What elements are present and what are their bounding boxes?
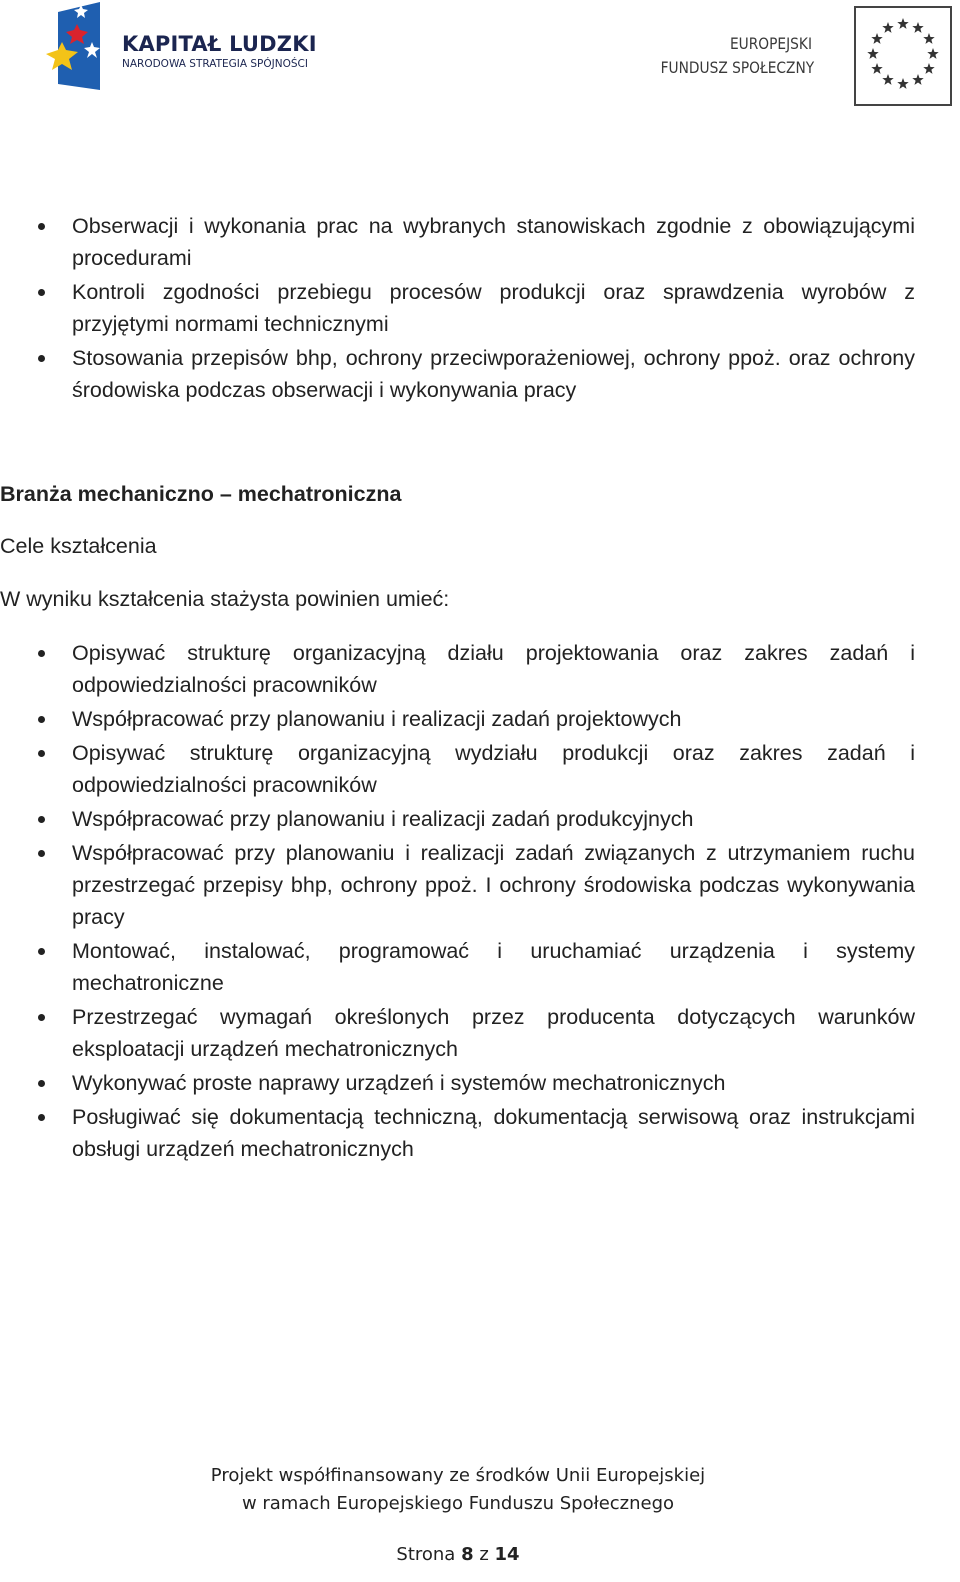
page-prefix: Strona	[396, 1544, 456, 1565]
kapital-ludzki-logo	[44, 2, 334, 94]
page-current: 8	[461, 1544, 474, 1565]
eu-star-icon	[871, 33, 882, 44]
eu-star-icon	[871, 63, 882, 74]
skills-bullet-list	[0, 637, 960, 1167]
page-number	[0, 1544, 916, 1565]
page-separator: z	[479, 1544, 489, 1565]
bullet-icon	[38, 1014, 45, 1021]
list-item-text: Stosowania przepisów bhp, ochrony przeciwporażeniowej, ochrony ppoż. oraz ochrony środowiska podczas obserwacji i wykonywania pracy	[72, 346, 915, 402]
list-item	[0, 837, 915, 933]
eu-star-icon	[897, 78, 908, 89]
list-item-text: Montować, instalować, programować i uruchamiać urządzenia i systemy mechatroniczne	[72, 939, 915, 995]
list-item	[0, 803, 915, 835]
eu-star-icon	[923, 33, 934, 44]
list-item-text: Współpracować przy planowaniu i realizacji zadań związanych z utrzymaniem ruchu przestrzegać przepisy bhp, ochrony ppoż. I ochrony środowiska podczas wykonywania pracy	[72, 841, 915, 929]
efs-line-2: FUNDUSZ SPOŁECZNY	[660, 58, 815, 77]
list-item	[0, 276, 915, 340]
list-item-text: Współpracować przy planowaniu i realizacji zadań produkcyjnych	[72, 807, 694, 831]
footer-line-2: w ramach Europejskiego Funduszu Społecznego	[241, 1493, 675, 1514]
list-item-text: Kontroli zgodności przebiegu procesów produkcji oraz sprawdzenia wyrobów z przyjętymi normami technicznymi	[72, 280, 915, 336]
list-item	[0, 342, 915, 406]
goals-label: Cele kształcenia	[0, 534, 157, 558]
bullet-icon	[38, 850, 45, 857]
bullet-icon	[38, 355, 45, 362]
eu-star-icon	[897, 18, 908, 29]
intro-paragraph: W wyniku kształcenia stażysta powinien umieć:	[0, 587, 450, 611]
list-item	[0, 1001, 915, 1065]
list-item-text: Przestrzegać wymagań określonych przez producenta dotyczących warunków eksploatacji urządzeń mechatronicznych	[72, 1005, 915, 1061]
list-item-text: Współpracować przy planowaniu i realizacji zadań projektowych	[72, 707, 682, 731]
list-item	[0, 737, 915, 801]
bullet-icon	[38, 289, 45, 296]
page-total: 14	[494, 1544, 520, 1565]
list-item-text: Opisywać strukturę organizacyjną wydziału produkcji oraz zakres zadań i odpowiedzialności pracowników	[72, 741, 915, 797]
eu-stars-icon	[856, 8, 950, 104]
page-footer	[0, 1462, 916, 1518]
efs-line-1: EUROPEJSKI	[729, 34, 812, 53]
list-item-text: Posługiwać się dokumentacją techniczną, dokumentacją serwisową oraz instrukcjami obsługi urządzeń mechatronicznych	[72, 1105, 915, 1161]
list-item-text: Opisywać strukturę organizacyjną działu projektowania oraz zakres zadań i odpowiedzialności pracowników	[72, 641, 915, 697]
eu-star-icon	[867, 48, 878, 59]
list-item-text: Obserwacji i wykonania prac na wybranych stanowiskach zgodnie z obowiązującymi procedurami	[72, 214, 915, 270]
bullet-icon	[38, 1114, 45, 1121]
bullet-icon	[38, 750, 45, 757]
eu-star-icon	[882, 74, 893, 85]
top-bullet-list	[0, 210, 960, 408]
page-header	[0, 0, 960, 115]
list-item	[0, 637, 915, 701]
bullet-icon	[38, 816, 45, 823]
efs-logo	[636, 6, 956, 110]
list-item-text: Wykonywać proste naprawy urządzeń i systemów mechatronicznych	[72, 1071, 726, 1095]
list-item	[0, 935, 915, 999]
footer-line-1: Projekt współfinansowany ze środków Unii Europejskiej	[210, 1465, 706, 1486]
list-item	[0, 703, 915, 735]
list-item	[0, 210, 915, 274]
kapital-ludzki-emblem-icon	[44, 2, 104, 94]
efs-logo-text	[660, 32, 815, 80]
eu-star-icon	[912, 22, 923, 33]
eu-star-icon	[912, 74, 923, 85]
list-item	[0, 1067, 915, 1099]
bullet-icon	[38, 1080, 45, 1087]
bullet-icon	[38, 223, 45, 230]
bullet-icon	[38, 650, 45, 657]
eu-star-icon	[927, 48, 938, 59]
section-heading: Branża mechaniczno – mechatroniczna	[0, 482, 402, 506]
list-item	[0, 1101, 915, 1165]
eu-star-icon	[882, 22, 893, 33]
eu-star-icon	[923, 63, 934, 74]
eu-flag-box	[854, 6, 952, 106]
bullet-icon	[38, 948, 45, 955]
kapital-ludzki-subtitle: NARODOWA STRATEGIA SPÓJNOŚCI	[122, 58, 308, 70]
kapital-ludzki-title: KAPITAŁ LUDZKI	[122, 32, 317, 56]
bullet-icon	[38, 716, 45, 723]
